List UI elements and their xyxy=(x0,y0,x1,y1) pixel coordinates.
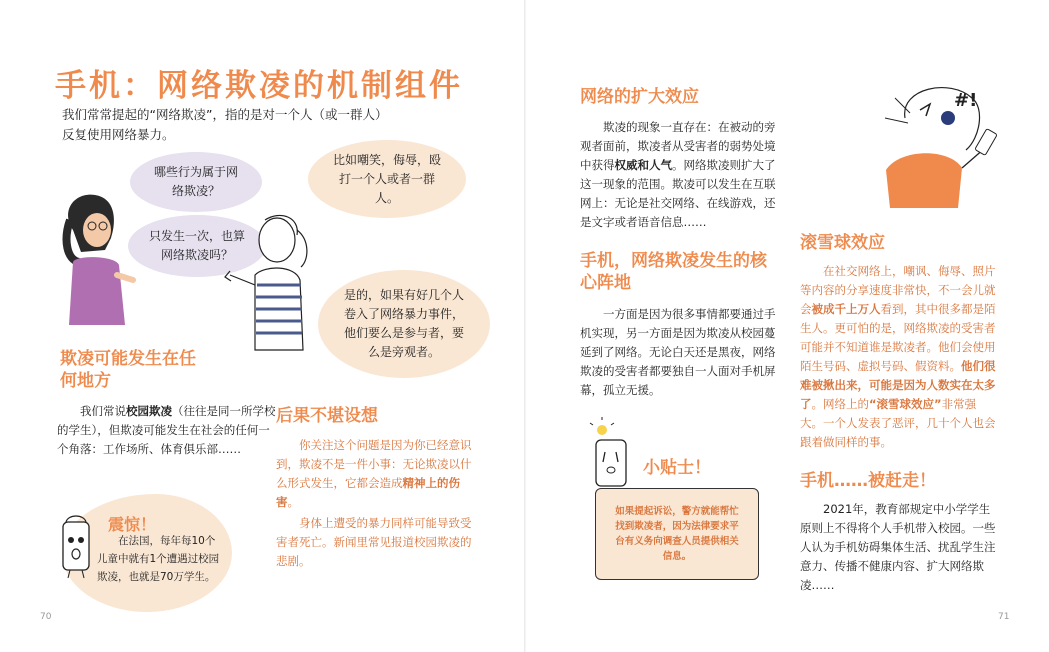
snowball-text-b: 被成千上万人 xyxy=(811,302,881,316)
section-heading-anywhere: 欺凌可能发生在任何地方 xyxy=(60,349,196,391)
striped-girl-illustration xyxy=(225,205,315,355)
shock-text: 在法国，每年每10个儿童中就有1个遭遇过校园欺凌，也就是70万学生。 xyxy=(97,535,220,583)
page-number-left: 70 xyxy=(40,612,52,622)
tip-box xyxy=(595,488,759,580)
consequences-paragraph-2: 身体上遭受的暴力同样可能导致受害者死亡。新闻里常见报道校园欺凌的悲剧。 xyxy=(276,516,472,568)
core-text: 一方面是因为很多事情都要通过手机实现，另一方面是因为欺凌从校园蔓延到了网络。无论白天还是黑夜，网络欺凌的受害者都要独自一人面对手机屏幕，孤立无援。 xyxy=(580,307,776,397)
answer-1-text: 比如嘲笑，侮辱，殴打一个人或者一群人。 xyxy=(332,152,441,205)
section-heading-amplify: 网络的扩大效应 xyxy=(580,87,699,107)
anywhere-text-pre: 我们常说 xyxy=(80,404,126,418)
snowball-text-g: 非常强大。一个人发表了恶评，几十个人也会跟着做同样的事。 xyxy=(800,397,996,449)
answer-2-text: 是的，如果有好几个人卷入了网络暴力事件，他们要么是参与者，要么是旁观者。 xyxy=(343,288,464,359)
question-1-text: 哪些行为属于网络欺凌？ xyxy=(153,165,238,198)
consequences-p1-post: 。 xyxy=(287,495,299,509)
angry-man-illustration xyxy=(880,78,1010,218)
consequences-paragraph-1 xyxy=(276,436,476,512)
answer-bubble-1 xyxy=(308,140,466,218)
phone-character-icon xyxy=(58,512,94,580)
question-2-text: 只发生一次，也算网络欺凌吗？ xyxy=(148,229,245,262)
snowball-text-a: 在社交网络上，嘲讽、侮辱、照片等内容的分享速度非常快，不一会儿就会 xyxy=(800,264,996,316)
section-heading-core: 手机，网络欺凌发生的核心阵地 xyxy=(580,251,767,293)
tip-text: 如果提起诉讼，警方就能帮忙找到欺凌者，因为法律要求平台有义务向调查人员提供相关信息。 xyxy=(615,506,739,562)
question-bubble-1 xyxy=(130,152,262,212)
page-number-right: 71 xyxy=(998,612,1010,622)
snowball-text xyxy=(800,262,996,452)
shout-symbols: #! xyxy=(954,90,978,111)
answer-bubble-2 xyxy=(318,270,490,378)
snowball-text-c: 看到，其中很多都是陌生人。更可怕的是，网络欺凌的受害者可能并不知道谁是欺凌者。他们会使用陌生号码、虚拟号码、假资料。 xyxy=(800,302,996,373)
tip-title: 小贴士！ xyxy=(643,458,711,478)
phone-banned-text: 2021年，教育部规定中小学学生原则上不得将个人手机带入校园。一些人认为手机妨碍集体生活、扰乱学生注意力、传播不健康内容、扩大网络欺凌…… xyxy=(800,502,996,592)
snowball-text-e: 。网络上的 xyxy=(811,397,869,411)
anywhere-text-post: （往往是同一所学校的学生），但欺凌可能发生在社会的任何一个角落：工作场所、体育俱乐部…… xyxy=(57,404,276,456)
amplify-text-post: 。网络欺凌则扩大了这一现象的范围。欺凌可以发生在互联网上：无论是社交网络、在线游戏，还是文字或者语音信息…… xyxy=(580,158,776,229)
section-heading-consequences: 后果不堪设想 xyxy=(276,406,378,426)
section-heading-snowball: 滚雪球效应 xyxy=(800,233,885,253)
amplify-text xyxy=(580,118,778,232)
anywhere-text-bold: 校园欺凌 xyxy=(126,404,172,418)
shock-title: 震惊！ xyxy=(108,515,157,534)
consequences-p1-pre: 你关注这个问题是因为你已经意识到，欺凌不是一件小事：无论欺凌以什么形式发生，它都会造成 xyxy=(276,438,472,490)
section-anywhere-text xyxy=(57,402,279,459)
lightbulb-phone-icon xyxy=(588,420,634,492)
page-title: 手机：网络欺凌的机制组件 xyxy=(55,68,463,104)
intro-text: 我们常常提起的“网络欺凌”，指的是对一个人（或一群人）反复使用网络暴力。 xyxy=(62,107,382,142)
consequences-p1-bold: 精神上的伤害 xyxy=(276,476,460,509)
section-heading-phone-banned: 手机……被赶走！ xyxy=(800,471,936,491)
amplify-text-bold: 权威和人气 xyxy=(614,158,672,172)
book-spine xyxy=(524,0,526,652)
snowball-text-d: 他们很难被揪出来，可能是因为人数实在太多了 xyxy=(800,359,996,411)
girl-illustration xyxy=(55,190,140,330)
amplify-text-pre: 欺凌的现象一直存在：在被动的旁观者面前，欺凌者从受害者的弱势处境中获得 xyxy=(580,120,776,172)
snowball-text-f: “滚雪球效应” xyxy=(869,397,942,411)
